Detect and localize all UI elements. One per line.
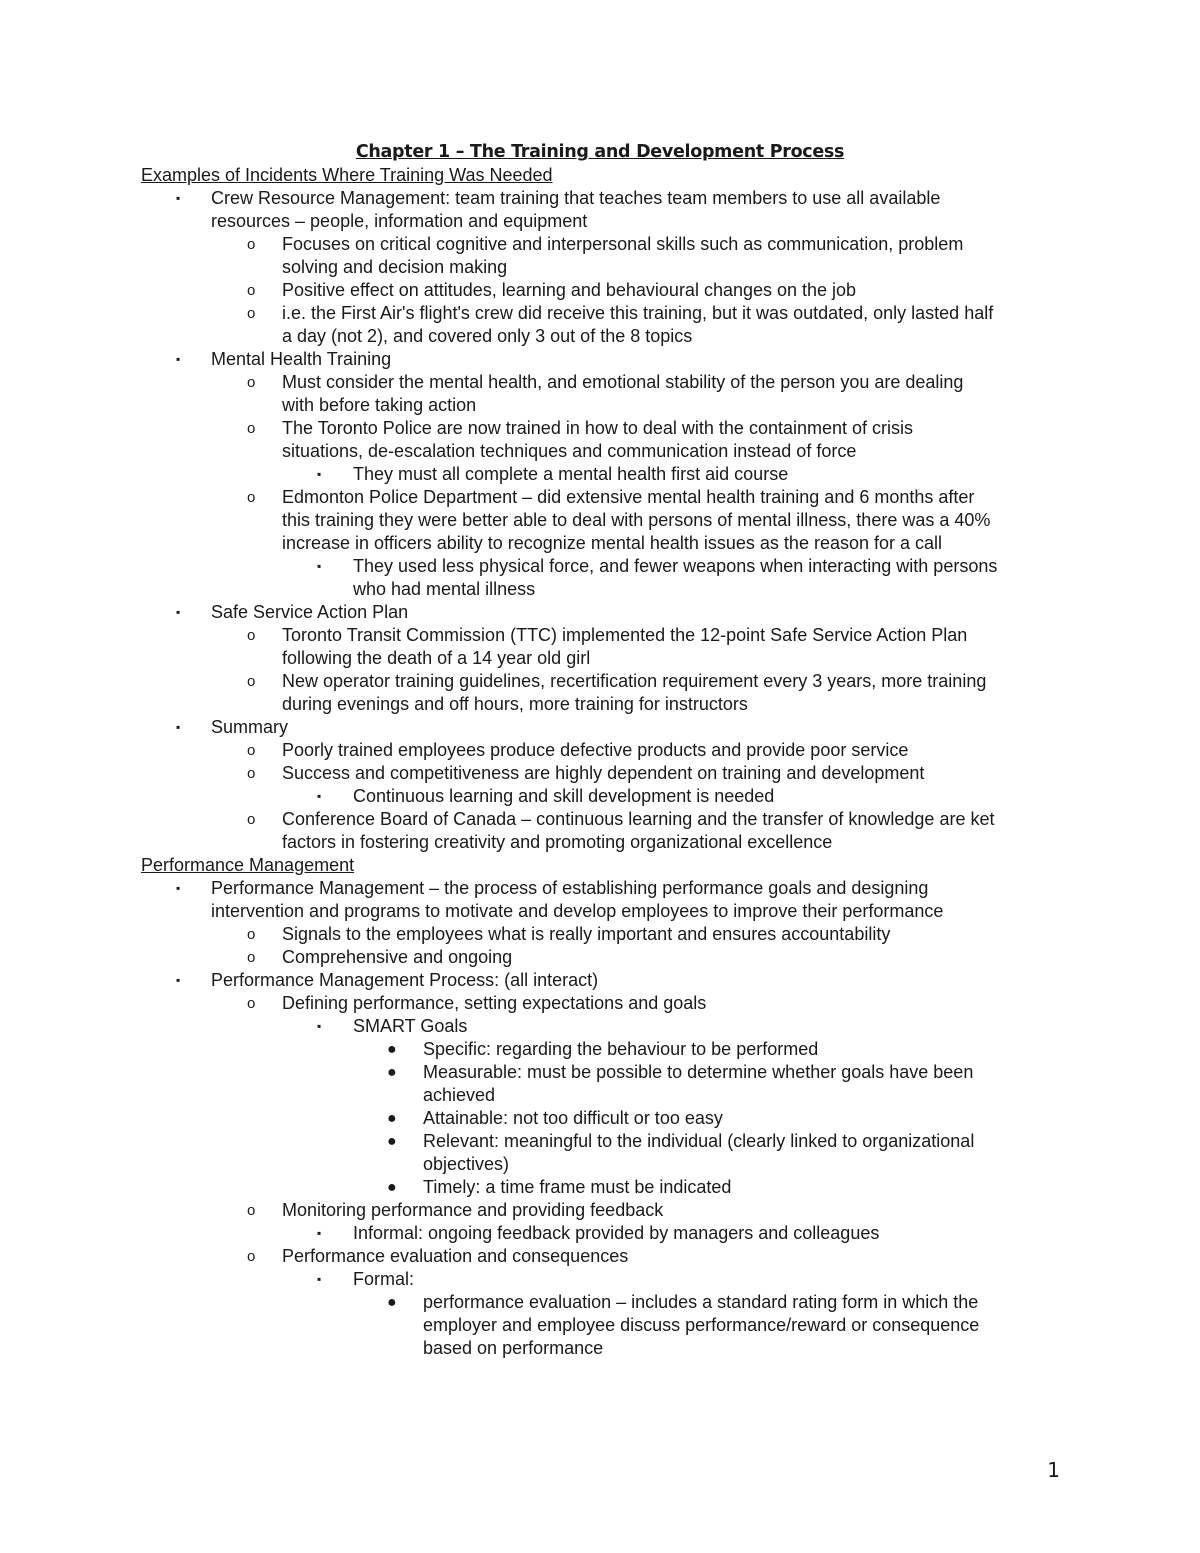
outline-item	[0, 233, 1200, 256]
outline-text: They used less physical force, and fewer weapons when interacting with persons	[353, 556, 998, 576]
bullet-marker: ●	[387, 1179, 397, 1196]
document-body	[0, 164, 1200, 1360]
bullet-marker: o	[247, 627, 256, 644]
outline-text: during evenings and off hours, more training for instructors	[282, 694, 748, 714]
bullet-marker: ▪	[176, 973, 181, 987]
outline-item	[0, 187, 1200, 210]
bullet-marker: o	[247, 374, 256, 391]
bullet-marker: ●	[387, 1294, 397, 1311]
page-title: Chapter 1 – The Training and Development Process	[355, 142, 845, 162]
outline-item	[0, 831, 1200, 854]
outline-text: following the death of a 14 year old girl	[282, 648, 591, 668]
outline-text: with before taking action	[282, 395, 477, 415]
outline-item	[0, 555, 1200, 578]
bullet-marker: o	[247, 1202, 256, 1219]
bullet-marker: o	[247, 811, 256, 828]
outline-item	[0, 1015, 1200, 1038]
outline-item	[0, 302, 1200, 325]
outline-item	[0, 256, 1200, 279]
bullet-marker: o	[247, 305, 256, 322]
bullet-marker: o	[247, 1248, 256, 1265]
bullet-marker: ●	[387, 1064, 397, 1081]
bullet-marker: o	[247, 765, 256, 782]
outline-text: objectives)	[423, 1154, 510, 1174]
bullet-marker: ▪	[176, 352, 181, 366]
outline-text: Performance Management Process: (all interact)	[211, 970, 599, 990]
outline-item	[0, 1245, 1200, 1268]
outline-text: intervention and programs to motivate and develop employees to improve their performance	[211, 901, 944, 921]
outline-item	[0, 1222, 1200, 1245]
outline-item	[0, 716, 1200, 739]
outline-item	[0, 371, 1200, 394]
bullet-marker: ●	[387, 1110, 397, 1127]
outline-item	[0, 1199, 1200, 1222]
outline-text: Edmonton Police Department – did extensive mental health training and 6 months after	[282, 487, 975, 507]
outline-text: They must all complete a mental health first aid course	[353, 464, 789, 484]
outline-text: increase in officers ability to recognize mental health issues as the reason for a call	[282, 533, 943, 553]
outline-item	[0, 1314, 1200, 1337]
outline-item	[0, 210, 1200, 233]
bullet-marker: o	[247, 673, 256, 690]
outline-text: Signals to the employees what is really important and ensures accountability	[282, 924, 891, 944]
bullet-marker: ▪	[317, 1226, 322, 1240]
outline-item	[0, 1107, 1200, 1130]
outline-text: situations, de-escalation techniques and communication instead of force	[282, 441, 857, 461]
outline-text: Must consider the mental health, and emotional stability of the person you are dealing	[282, 372, 964, 392]
outline-text: Performance evaluation and consequences	[282, 1246, 629, 1266]
outline-text: Measurable: must be possible to determine whether goals have been	[423, 1062, 974, 1082]
page-number: 1	[1047, 1458, 1060, 1482]
outline-text: Examples of Incidents Where Training Was Needed	[141, 165, 553, 185]
outline-item	[0, 1084, 1200, 1107]
bullet-marker: ●	[387, 1041, 397, 1058]
bullet-marker: o	[247, 236, 256, 253]
outline-text: Positive effect on attitudes, learning and behavioural changes on the job	[282, 280, 857, 300]
outline-item	[0, 1130, 1200, 1153]
outline-text: a day (not 2), and covered only 3 out of the 8 topics	[282, 326, 693, 346]
outline-text: The Toronto Police are now trained in how to deal with the containment of crisis	[282, 418, 914, 438]
outline-text: Crew Resource Management: team training that teaches team members to use all available	[211, 188, 941, 208]
outline-text: Mental Health Training	[211, 349, 392, 369]
outline-text: resources – people, information and equipment	[211, 211, 588, 231]
outline-item	[0, 279, 1200, 302]
outline-item	[0, 992, 1200, 1015]
outline-text: Performance Management	[141, 855, 355, 875]
bullet-marker: ▪	[317, 559, 322, 573]
outline-item	[0, 1268, 1200, 1291]
bullet-marker: ▪	[176, 191, 181, 205]
outline-item	[0, 394, 1200, 417]
outline-item	[0, 1038, 1200, 1061]
outline-item	[0, 509, 1200, 532]
outline-text: Monitoring performance and providing feedback	[282, 1200, 664, 1220]
outline-text: Formal:	[353, 1269, 415, 1289]
outline-item	[0, 808, 1200, 831]
outline-item	[0, 417, 1200, 440]
outline-item	[0, 624, 1200, 647]
outline-text: Relevant: meaningful to the individual (clearly linked to organizational	[423, 1131, 975, 1151]
outline-text: Timely: a time frame must be indicated	[423, 1177, 732, 1197]
outline-item	[0, 463, 1200, 486]
outline-text: this training they were better able to deal with persons of mental illness, there was a 40%	[282, 510, 991, 530]
outline-text: Toronto Transit Commission (TTC) implemented the 12-point Safe Service Action Plan	[282, 625, 968, 645]
outline-item	[0, 1061, 1200, 1084]
outline-item	[0, 1153, 1200, 1176]
outline-item	[0, 1176, 1200, 1199]
outline-item	[0, 923, 1200, 946]
outline-item	[0, 601, 1200, 624]
outline-item	[0, 670, 1200, 693]
outline-item	[0, 1337, 1200, 1360]
outline-text: New operator training guidelines, recertification requirement every 3 years, more training	[282, 671, 987, 691]
outline-item	[0, 785, 1200, 808]
outline-text: performance evaluation – includes a standard rating form in which the	[423, 1292, 979, 1312]
outline-text: Conference Board of Canada – continuous learning and the transfer of knowledge are ket	[282, 809, 995, 829]
bullet-marker: o	[247, 742, 256, 759]
bullet-marker: ▪	[317, 789, 322, 803]
outline-text: Attainable: not too difficult or too easy	[423, 1108, 723, 1128]
outline-text: Focuses on critical cognitive and interpersonal skills such as communication, problem	[282, 234, 964, 254]
outline-item	[0, 486, 1200, 509]
outline-item	[0, 877, 1200, 900]
outline-text: Poorly trained employees produce defective products and provide poor service	[282, 740, 909, 760]
outline-item	[0, 578, 1200, 601]
bullet-marker: ▪	[317, 1019, 322, 1033]
outline-text: Success and competitiveness are highly dependent on training and development	[282, 763, 925, 783]
outline-text: Performance Management – the process of establishing performance goals and designing	[211, 878, 929, 898]
outline-item	[0, 739, 1200, 762]
bullet-marker: o	[247, 995, 256, 1012]
bullet-marker: o	[247, 489, 256, 506]
outline-text: who had mental illness	[353, 579, 536, 599]
outline-item	[0, 647, 1200, 670]
outline-text: Defining performance, setting expectations and goals	[282, 993, 707, 1013]
bullet-marker: o	[247, 949, 256, 966]
outline-text: i.e. the First Air's flight's crew did receive this training, but it was outdated, only lasted half	[282, 303, 994, 323]
outline-text: employer and employee discuss performance/reward or consequence	[423, 1315, 980, 1335]
bullet-marker: o	[247, 282, 256, 299]
outline-text: based on performance	[423, 1338, 604, 1358]
outline-item	[0, 693, 1200, 716]
outline-text: achieved	[423, 1085, 496, 1105]
bullet-marker: o	[247, 926, 256, 943]
bullet-marker: ▪	[176, 720, 181, 734]
outline-item	[0, 440, 1200, 463]
section-heading	[0, 164, 1200, 187]
outline-item	[0, 946, 1200, 969]
outline-item	[0, 325, 1200, 348]
outline-text: solving and decision making	[282, 257, 508, 277]
outline-item	[0, 532, 1200, 555]
bullet-marker: ▪	[317, 1272, 322, 1286]
outline-text: Specific: regarding the behaviour to be performed	[423, 1039, 819, 1059]
outline-text: Informal: ongoing feedback provided by managers and colleagues	[353, 1223, 880, 1243]
outline-item	[0, 1291, 1200, 1314]
outline-text: SMART Goals	[353, 1016, 468, 1036]
outline-text: Continuous learning and skill development is needed	[353, 786, 775, 806]
bullet-marker: ▪	[176, 605, 181, 619]
outline-text: Summary	[211, 717, 289, 737]
outline-text: factors in fostering creativity and promoting organizational excellence	[282, 832, 833, 852]
bullet-marker: ▪	[176, 881, 181, 895]
section-heading	[0, 854, 1200, 877]
outline-item	[0, 348, 1200, 371]
bullet-marker: ●	[387, 1133, 397, 1150]
bullet-marker: o	[247, 420, 256, 437]
outline-item	[0, 762, 1200, 785]
outline-text: Safe Service Action Plan	[211, 602, 409, 622]
outline-text: Comprehensive and ongoing	[282, 947, 513, 967]
outline-item	[0, 900, 1200, 923]
bullet-marker: ▪	[317, 467, 322, 481]
outline-item	[0, 969, 1200, 992]
